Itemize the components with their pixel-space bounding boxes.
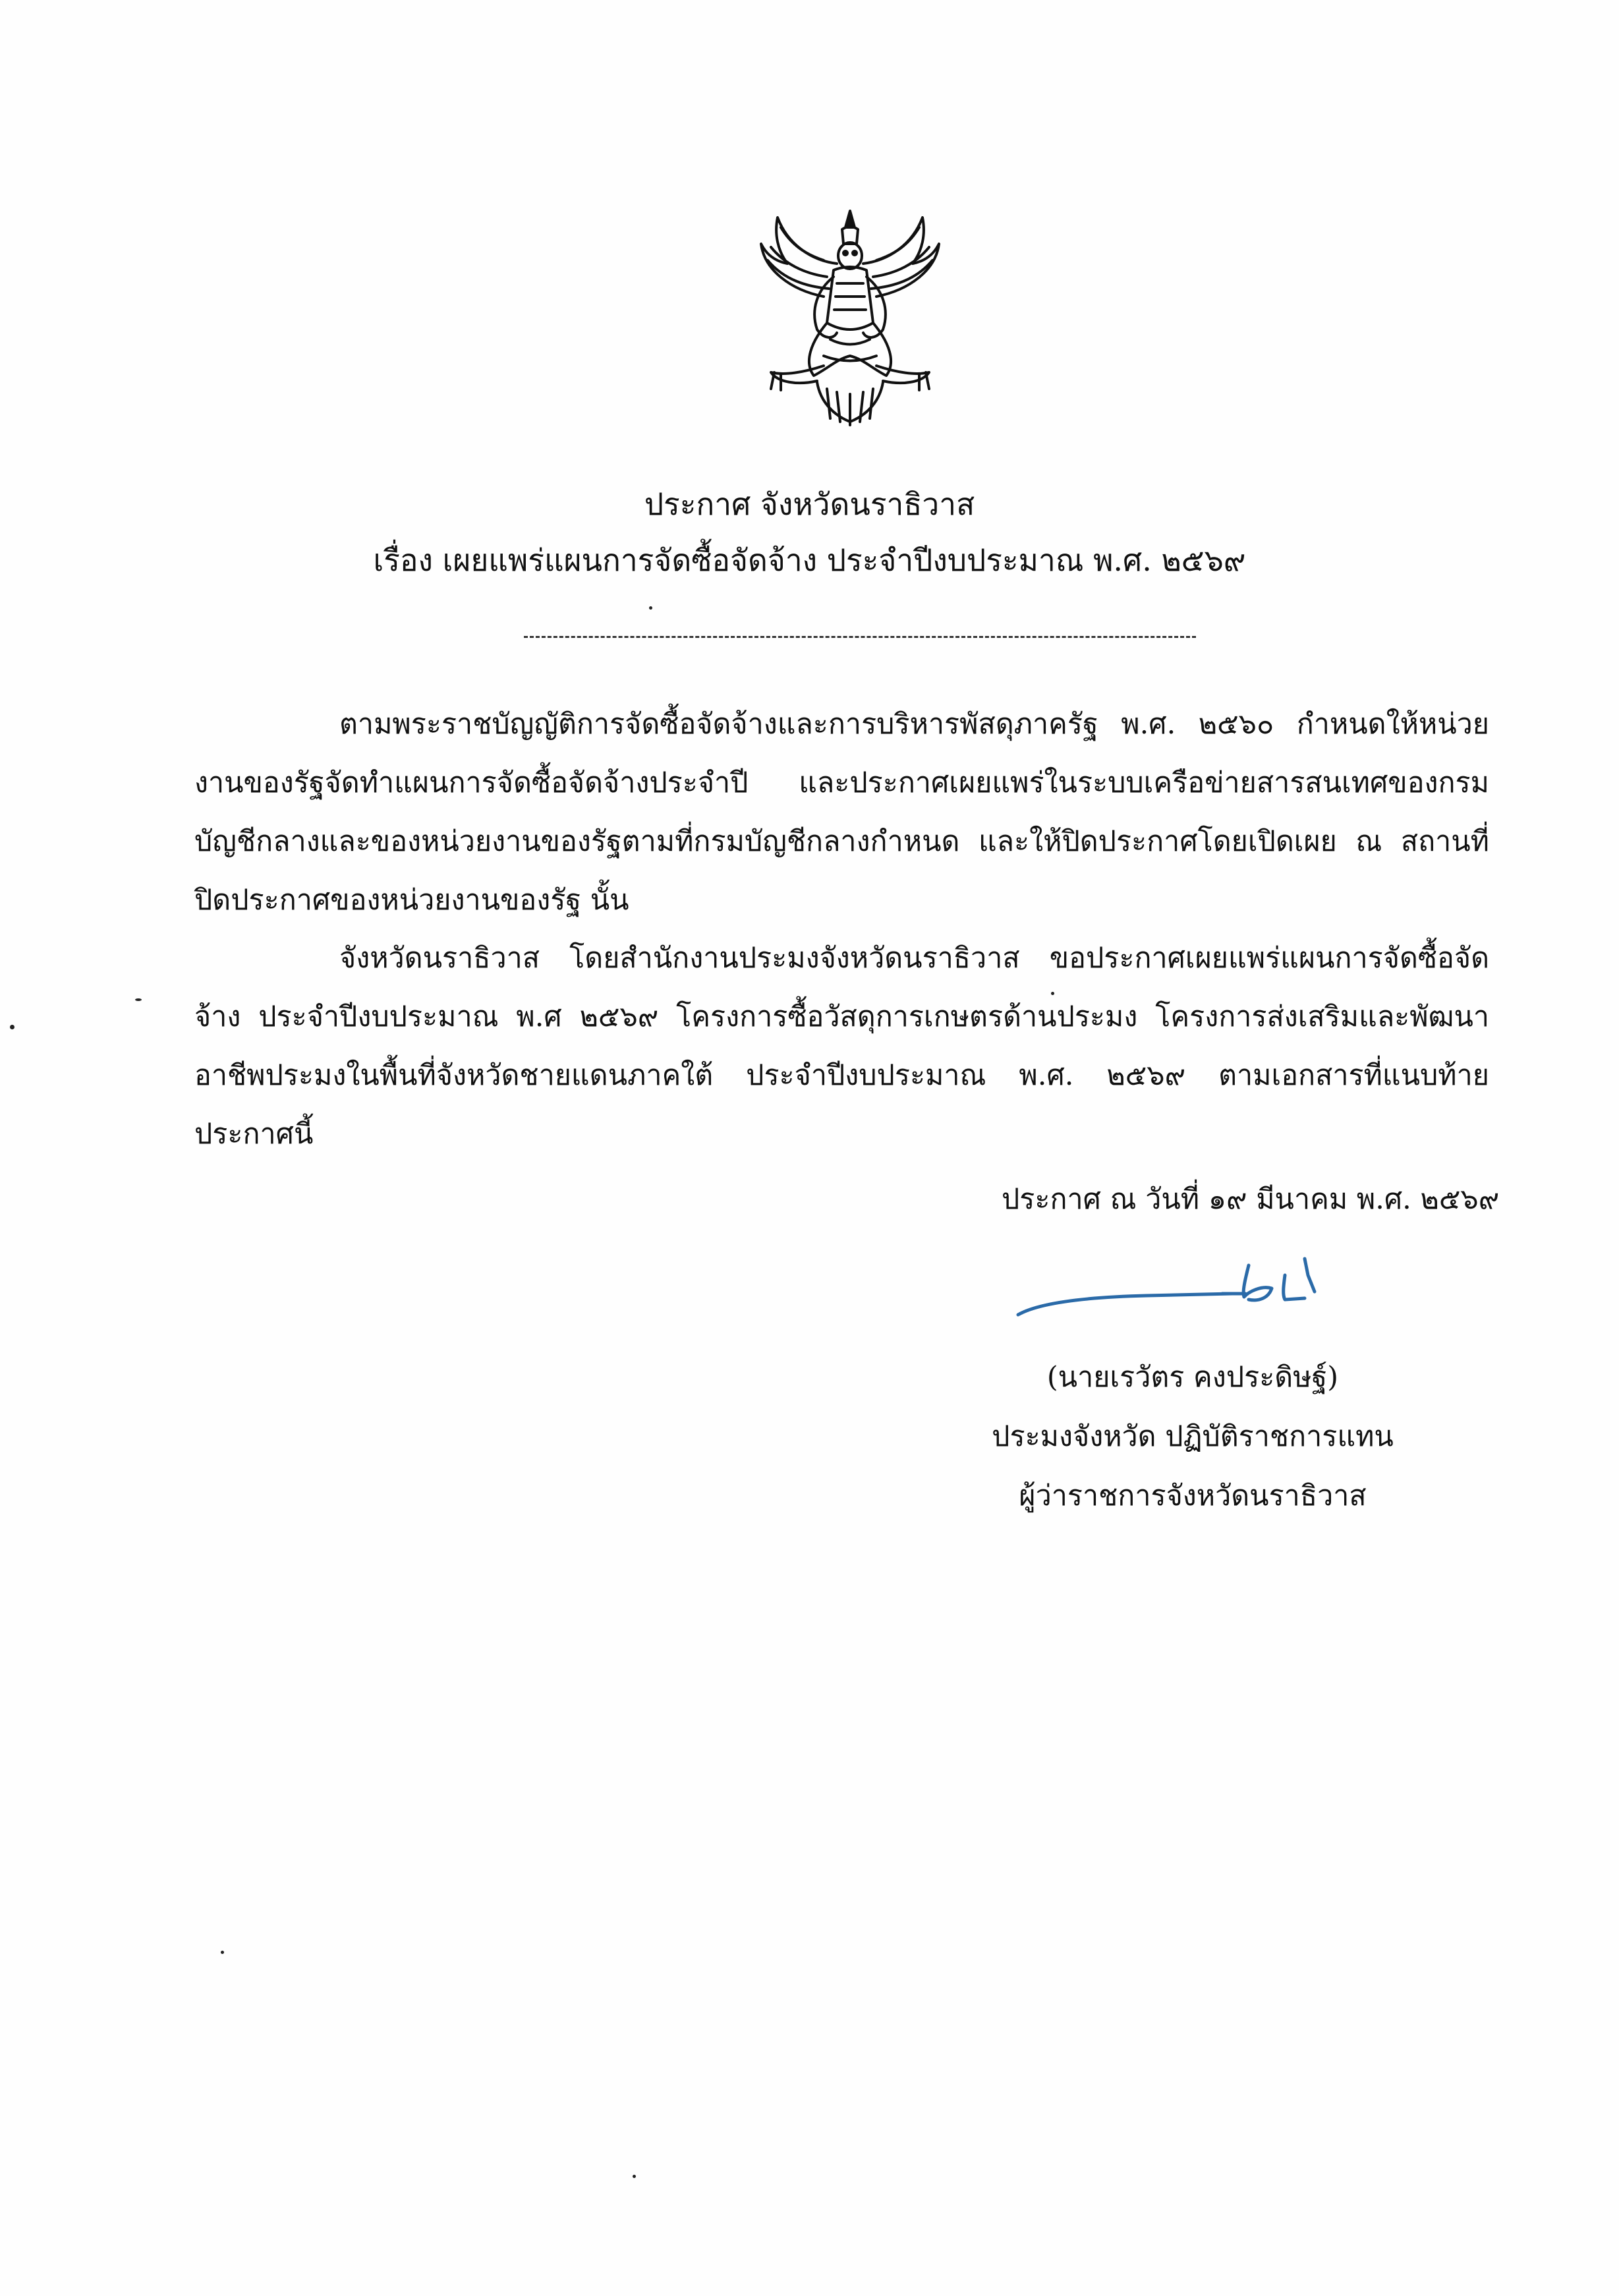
body-paragraph-2: จังหวัดนราธิวาส โดยสำนักงานประมงจังหวัดนราธิวาส ขอประกาศเผยแพร่แผนการจัดซื้อจัดจ้าง ประจำปีงบประมาณ พ.ศ ๒๕๖๙ โครงการซื้อวัสดุการเกษตรด้านประมง โครงการส่งเสริมและพัฒนาอาชีพประมงในพื้นที่จังหวัดชายแดนภาคใต้ ประจำปีงบประมาณ พ.ศ. ๒๕๖๙ ตามเอกสารที่แนบท้ายประกาศนี้: [194, 942, 1489, 1151]
dashed-divider: [524, 636, 1196, 638]
signatory-position: ประมงจังหวัด ปฏิบัติราชการแทน: [992, 1420, 1394, 1453]
signatory-position-acting-for: ผู้ว่าราชการจังหวัดนราธิวาส: [1019, 1479, 1367, 1512]
signatory-name: (นายเรวัตร คงประดิษฐ์): [1046, 1361, 1339, 1394]
scan-speck: [649, 606, 652, 610]
scan-speck: [221, 1951, 224, 1954]
announcement-heading: ประกาศ จังหวัดนราธิวาส: [644, 486, 975, 522]
garuda-emblem-icon: [751, 198, 949, 438]
scan-speck: [1051, 992, 1054, 995]
scan-speck: [633, 2175, 636, 2178]
scan-speck: [10, 1025, 14, 1029]
subject-heading: เรื่อง เผยแพร่แผนการจัดซื้อจัดจ้าง ประจำปีงบประมาณ พ.ศ. ๒๕๖๙: [373, 542, 1246, 578]
announcement-date: ประกาศ ณ วันที่ ๑๙ มีนาคม พ.ศ. ๒๕๖๙: [1002, 1183, 1500, 1216]
handwritten-signature: [1015, 1239, 1357, 1338]
body-paragraph-1: ตามพระราชบัญญัติการจัดซื้อจัดจ้างและการบริหารพัสดุภาครัฐ พ.ศ. ๒๕๖๐ กำหนดให้หน่วยงานของรัฐจัดทำแผนการจัดซื้อจัดจ้างประจำปี และประกาศเผยแพร่ในระบบเครือข่ายสารสนเทศของกรมบัญชีกลางและของหน่วยงานของรัฐตามที่กรมบัญชีกลางกำหนด และให้ปิดประกาศโดยเปิดเผย ณ สถานที่ปิดประกาศของหน่วยงานของรัฐ นั้น: [194, 708, 1489, 917]
scan-speck: [135, 998, 142, 1001]
